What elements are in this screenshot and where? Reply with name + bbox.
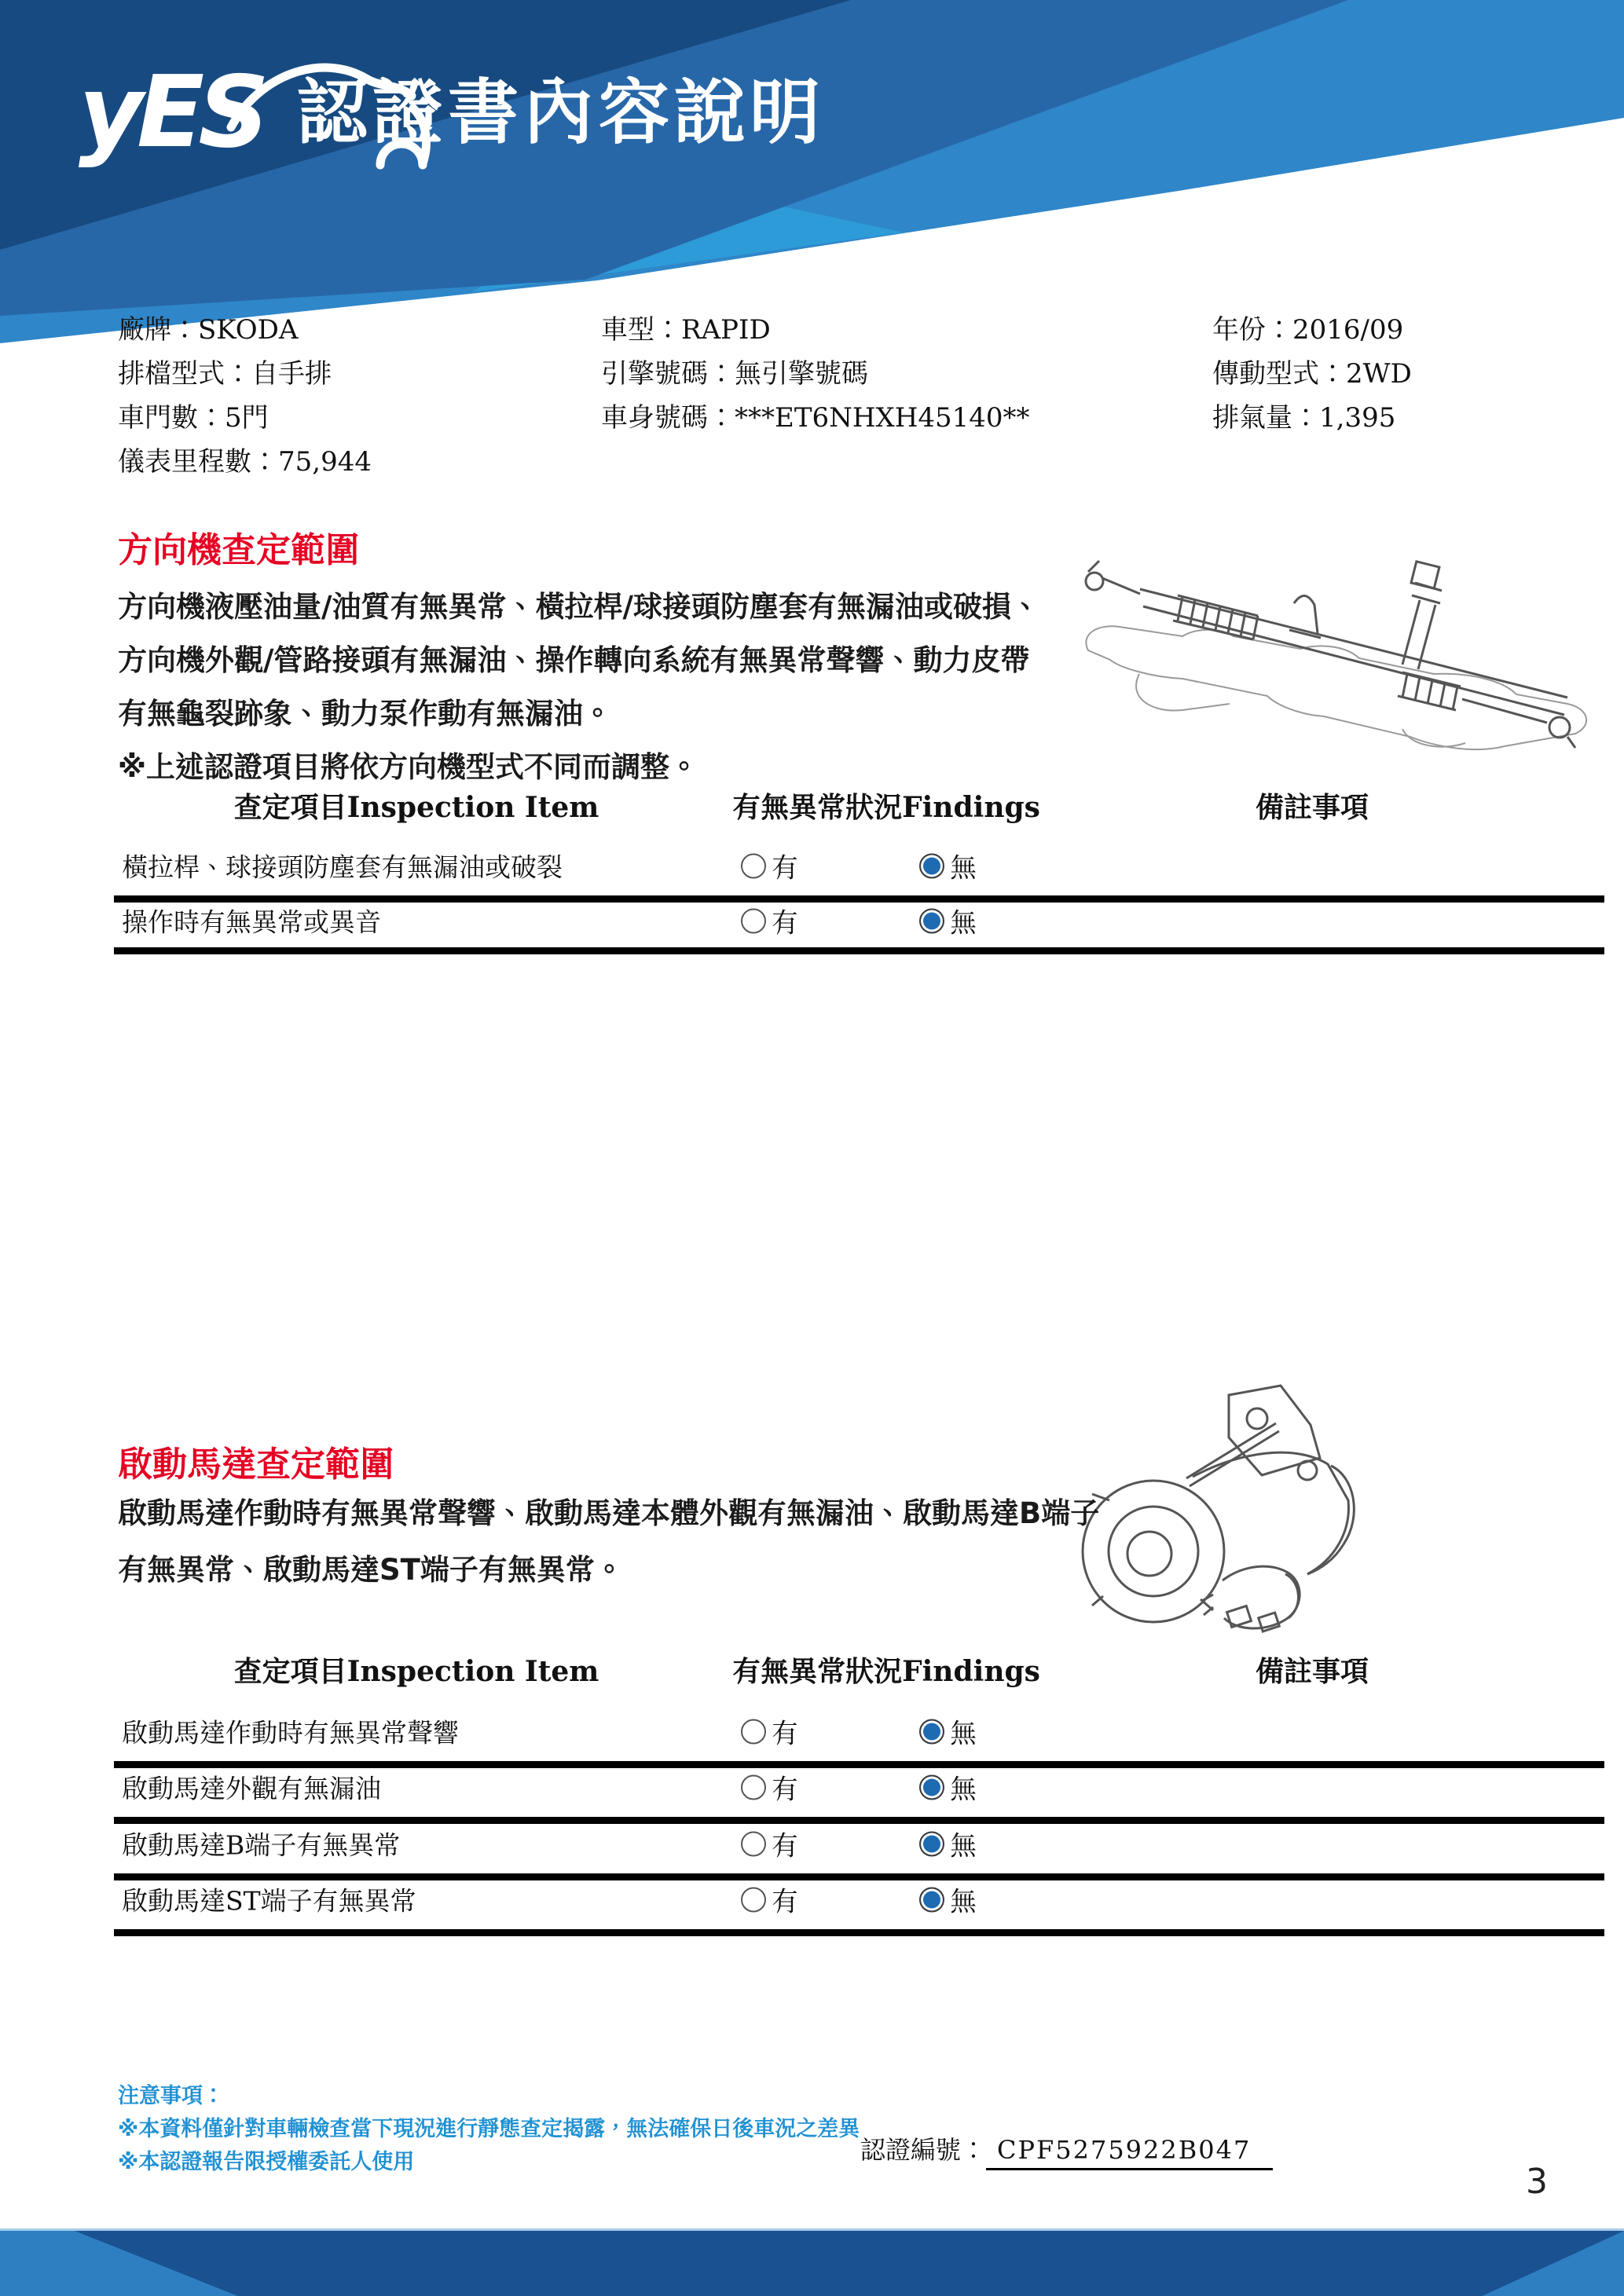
radio-no-label: 無 — [950, 907, 977, 939]
certificate-number — [860, 2130, 1273, 2166]
certificate-number-label: 認證編號： — [860, 2135, 987, 2165]
radio-yes-icon[interactable] — [741, 853, 766, 878]
section-description-line: 方向機外觀/管路接頭有無漏油、操作轉向系統有無異常聲響、動力皮帶 — [118, 643, 1030, 677]
radio-no-label: 無 — [950, 1830, 977, 1862]
finding-no-radio[interactable] — [919, 1825, 977, 1863]
radio-yes-label: 有 — [772, 852, 798, 884]
certificate-number-value: CPF5275922B047 — [986, 2135, 1273, 2170]
footer-band — [0, 2228, 1624, 2296]
radio-yes-label: 有 — [772, 1718, 798, 1750]
column-header-remarks: 備註事項 — [1255, 791, 1369, 824]
radio-yes-label: 有 — [772, 1886, 798, 1918]
finding-no-radio[interactable] — [919, 1880, 977, 1919]
column-header-remarks: 備註事項 — [1255, 1655, 1369, 1688]
starter-motor-illustration — [1075, 1382, 1381, 1646]
radio-no-label: 無 — [950, 1886, 977, 1918]
finding-yes-radio[interactable] — [741, 1880, 798, 1919]
radio-no-icon[interactable] — [919, 1719, 944, 1744]
finding-yes-radio[interactable] — [741, 847, 798, 885]
vehicle-info-line: 廠牌：SKODA — [118, 314, 299, 346]
finding-no-radio[interactable] — [919, 902, 977, 940]
page-header — [0, 0, 1624, 361]
radio-no-icon[interactable] — [919, 1887, 944, 1912]
section-description-line: 方向機液壓油量/油質有無異常、橫拉桿/球接頭防塵套有無漏油或破損、 — [118, 590, 1041, 624]
radio-yes-icon[interactable] — [741, 908, 766, 933]
section-description-line: 有無異常、啟動馬達ST端子有無異常。 — [118, 1553, 624, 1587]
section-description-line: ※上述認證項目將依方向機型式不同而調整。 — [118, 750, 698, 784]
finding-no-radio[interactable] — [919, 1768, 977, 1807]
radio-yes-icon[interactable] — [741, 1831, 766, 1856]
finding-yes-radio[interactable] — [741, 1712, 798, 1751]
column-header-item: 查定項目Inspection Item — [233, 791, 599, 824]
finding-no-radio[interactable] — [919, 1712, 977, 1751]
radio-no-icon[interactable] — [919, 853, 944, 878]
table-row — [122, 1761, 1604, 1813]
column-header-item: 查定項目Inspection Item — [233, 1655, 599, 1688]
radio-yes-label: 有 — [772, 1830, 798, 1862]
table-row — [122, 895, 1604, 947]
section-title-starter: 啟動馬達查定範圍 — [118, 1445, 394, 1485]
vehicle-info-line: 傳動型式：2WD — [1212, 358, 1412, 390]
yes-logo-text: yES — [79, 54, 263, 170]
vehicle-info-line: 排檔型式：自手排 — [118, 358, 332, 390]
table-row-divider — [114, 1929, 1604, 1936]
inspection-item-label: 啟動馬達外觀有無漏油 — [122, 1773, 381, 1804]
inspection-item-label: 啟動馬達作動時有無異常聲響 — [122, 1717, 459, 1749]
notice-block — [118, 2080, 860, 2179]
notice-line: ※本資料僅針對車輛檢查當下現況進行靜態查定揭露，無法確保日後車況之差異 — [118, 2117, 860, 2141]
vehicle-info-line: 車門數：5門 — [118, 402, 269, 434]
inspection-item-label: 操作時有無異常或異音 — [122, 906, 381, 938]
table-row — [122, 1873, 1604, 1925]
finding-yes-radio[interactable] — [741, 1768, 798, 1807]
radio-no-icon[interactable] — [919, 908, 944, 933]
inspection-item-label: 啟動馬達ST端子有無異常 — [122, 1885, 416, 1917]
vehicle-info-line: 車型：RAPID — [601, 314, 771, 346]
vehicle-info-column — [118, 308, 372, 484]
section-title-steering: 方向機查定範圍 — [118, 530, 360, 570]
vehicle-info-line: 儀表里程數：75,944 — [118, 446, 372, 478]
table-row — [122, 840, 1604, 892]
notice-line: ※本認證報告限授權委託人使用 — [118, 2150, 415, 2174]
radio-yes-label: 有 — [772, 1774, 798, 1806]
inspection-item-label: 啟動馬達B端子有無異常 — [122, 1829, 401, 1861]
radio-no-label: 無 — [950, 1718, 977, 1750]
inspection-item-label: 橫拉桿、球接頭防塵套有無漏油或破裂 — [122, 851, 563, 883]
radio-yes-icon[interactable] — [741, 1774, 766, 1800]
radio-no-icon[interactable] — [919, 1831, 944, 1856]
page-number: 3 — [1526, 2162, 1548, 2202]
finding-yes-radio[interactable] — [741, 1825, 798, 1863]
radio-yes-label: 有 — [772, 907, 798, 939]
section-description-line: 啟動馬達作動時有無異常聲響、啟動馬達本體外觀有無漏油、啟動馬達B端子 — [118, 1496, 1100, 1530]
radio-no-icon[interactable] — [919, 1774, 944, 1800]
vehicle-info-column — [601, 308, 1030, 440]
column-header-findings: 有無異常狀況Findings — [732, 791, 1040, 824]
section-description-line: 有無龜裂跡象、動力泵作動有無漏油。 — [118, 697, 612, 731]
table-row — [122, 1705, 1604, 1757]
vehicle-info-line: 引擎號碼：無引擎號碼 — [601, 358, 868, 390]
steering-rack-illustration — [1065, 548, 1615, 768]
footer-right-light-shape — [0, 2231, 1624, 2296]
finding-yes-radio[interactable] — [741, 902, 798, 940]
radio-yes-icon[interactable] — [741, 1887, 766, 1912]
table-row-divider — [114, 947, 1604, 954]
column-header-findings: 有無異常狀況Findings — [732, 1655, 1040, 1688]
vehicle-info-line: 車身號碼：***ET6NHXH45140** — [601, 402, 1030, 434]
vehicle-info-column — [1212, 308, 1412, 440]
finding-no-radio[interactable] — [919, 847, 977, 885]
radio-no-label: 無 — [950, 1774, 977, 1806]
footer-left-light-shape — [0, 2231, 1624, 2296]
vehicle-info-line: 排氣量：1,395 — [1212, 402, 1396, 434]
vehicle-info-line: 年份：2016/09 — [1212, 314, 1404, 346]
notice-title: 注意事項： — [118, 2084, 224, 2108]
radio-no-label: 無 — [950, 852, 977, 884]
table-row — [122, 1818, 1604, 1869]
page-title: 認證書內容說明 — [297, 71, 825, 154]
radio-yes-icon[interactable] — [741, 1719, 766, 1744]
